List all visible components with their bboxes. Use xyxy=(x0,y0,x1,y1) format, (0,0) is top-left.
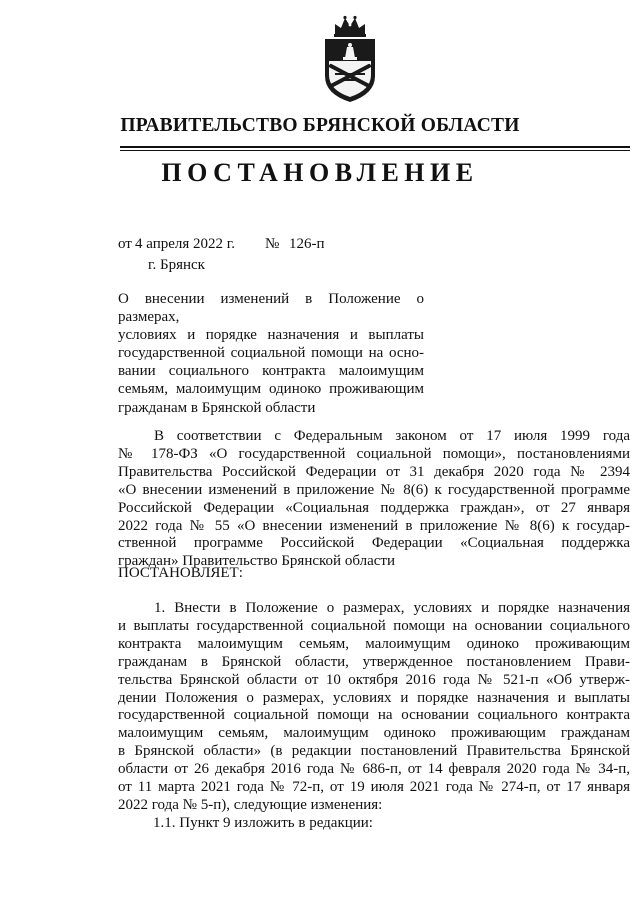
organization-title: ПРАВИТЕЛЬСТВО БРЯНСКОЙ ОБЛАСТИ xyxy=(120,115,520,136)
document-date: 4 апреля 2022 г. xyxy=(135,236,235,252)
preamble-line: Российской Федерации «Социальная поддержка граждан», от 27 января xyxy=(118,499,630,516)
subject-line: семьям, малоимущим одиноко проживающим xyxy=(118,381,424,398)
item-1-line: 2022 года № 5-п), следующие изменения: xyxy=(118,796,383,813)
item-1-line: дении Положения о размерах, условиях и порядке назначения и выплаты xyxy=(118,689,630,706)
item-1-line: государственной социальной помощи на основании социального контракта xyxy=(118,707,630,724)
subject-line: вании социального контракта малоимущим xyxy=(118,363,424,380)
number-sign: № xyxy=(265,236,280,252)
preamble-line: «О внесении изменений в приложение № 8(6) к государственной программе xyxy=(118,481,630,498)
item-1-line: 1. Внести в Положение о размерах, условиях и порядке назначения xyxy=(154,600,630,616)
item-1-line: гражданам в Брянской области, утвержденное постановлением Прави- xyxy=(118,653,630,670)
item-1-line: тельства Брянской области от 10 октября 2016 года № 521-п «Об утверж- xyxy=(118,671,630,688)
item-1-line: и выплаты государственной социальной помощи на основании социального xyxy=(118,617,630,634)
document-subject xyxy=(118,290,424,417)
preamble-line: 2022 года № 55 «О внесении изменений в приложение № 8(6) к государ- xyxy=(118,517,630,534)
item-1-line: области от 26 декабря 2016 года № 686-п, от 14 февраля 2020 года № 34-п, xyxy=(118,761,630,778)
header-divider-thick xyxy=(120,146,630,148)
item-1-line: от 11 марта 2021 года № 72-п, от 19 июля 2021 года № 274-п, от 17 января xyxy=(118,779,630,796)
subject-line: гражданам в Брянской области xyxy=(118,399,316,416)
item-1-line: малоимущим семьям, малоимущим одиноко проживающим гражданам xyxy=(118,725,630,742)
resolves-heading: ПОСТАНОВЛЯЕТ: xyxy=(118,565,243,581)
document-number: 126-п xyxy=(289,236,325,252)
subject-line: условиях и порядке назначения и выплаты xyxy=(118,327,424,344)
document-city: г. Брянск xyxy=(148,257,205,273)
item-1-paragraph xyxy=(118,600,630,815)
preamble-line: ственной программе Российской Федерации «Социальная поддержка xyxy=(118,535,630,552)
preamble-paragraph xyxy=(118,428,630,571)
preamble-line: граждан» Правительство Брянской области xyxy=(118,553,395,570)
date-prefix: от xyxy=(118,236,132,252)
subject-line: государственной социальной помощи на осно- xyxy=(118,345,424,362)
document-type-title: ПОСТАНОВЛЕНИЕ xyxy=(161,158,479,187)
item-1-line: контракта малоимущим семьям, малоимущим одиноко проживающим xyxy=(118,635,630,652)
preamble-line: № 178-ФЗ «О государственной социальной помощи», постановлениями xyxy=(118,445,630,462)
item-1-1-heading: 1.1. Пункт 9 изложить в редакции: xyxy=(153,815,373,831)
preamble-line: Правительства Российской Федерации от 31 декабря 2020 года № 2394 xyxy=(118,463,630,480)
item-1-line: в Брянской области» (в редакции постановлений Правительства Брянской xyxy=(118,743,630,760)
header-divider-thin xyxy=(120,150,630,151)
preamble-line: В соответствии с Федеральным законом от 17 июля 1999 года xyxy=(154,428,630,444)
subject-line: О внесении изменений в Положение о размерах, xyxy=(118,291,424,326)
coat-of-arms-icon xyxy=(319,14,381,104)
